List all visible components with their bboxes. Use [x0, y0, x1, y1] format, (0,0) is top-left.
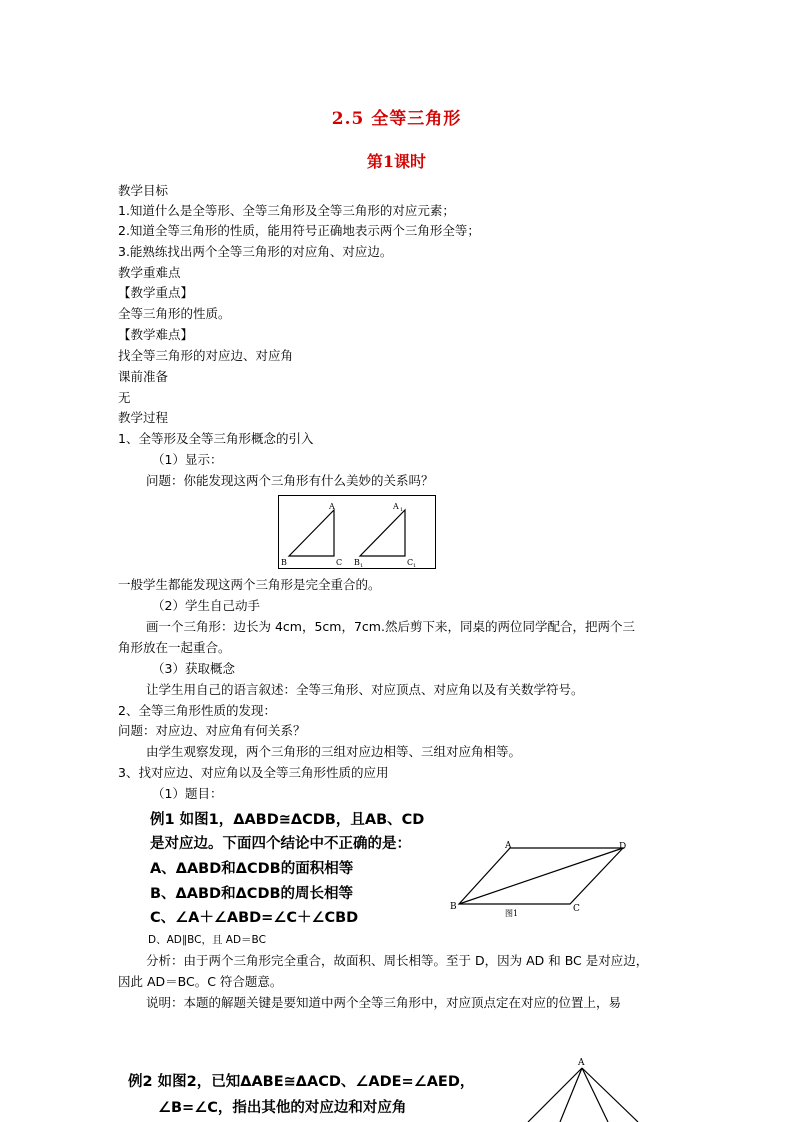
analysis-text-cont: 因此 AD＝BC。C 符合题意。 — [118, 974, 283, 989]
step-1-3-text: 让学生用自己的语言叙述：全等三角形、对应顶点、对应角以及有关数学符号。 — [146, 682, 584, 697]
example1-line2: 是对应边。下面四个结论中不正确的是： — [150, 836, 411, 852]
label-b1-subscript: 1 — [360, 563, 364, 568]
step-1-2-text: 画一个三角形：边长为 4cm，5cm，7cm.然后剪下来，同桌的两位同学配合，把两个三 — [146, 619, 635, 634]
label-c1: C — [407, 558, 414, 567]
congruent-triangles-figure — [278, 495, 436, 569]
explanation-text: 说明：本题的解题关键是要知道中两个全等三角形中，对应顶点定在对应的位置上，易 — [146, 995, 622, 1010]
difficulty-label: 【教学难点】 — [118, 327, 194, 342]
triangle-ade-figure — [520, 1052, 650, 1122]
step-1-heading: 1、全等形及全等三角形概念的引入 — [118, 431, 314, 446]
lesson-subtitle: 第1课时 — [366, 152, 427, 171]
step-2-question: 问题：对应边、对应角有何关系？ — [118, 723, 306, 738]
analysis-text: 分析：由于两个三角形完全重合，故面积、周长相等。至于 D，因为 AD 和 BC 是对应边， — [146, 953, 649, 968]
label-b: B — [450, 902, 457, 912]
label-a: A — [329, 502, 335, 511]
step-2-text: 由学生观察发现，两个三角形的三组对应边相等、三组对应角相等。 — [146, 744, 522, 759]
step-3-heading: 3、找对应边、对应角以及全等三角形性质的应用 — [118, 765, 389, 780]
example1-option-a: A、ΔABD和ΔCDB的面积相等 — [150, 861, 354, 877]
objective-1: 1.知道什么是全等形、全等三角形及全等三角形的对应元素； — [118, 203, 455, 218]
triangle-abc — [289, 510, 334, 556]
example1-option-d: D、AD∥BC，且 AD＝BC — [148, 934, 266, 946]
example2-line2: ∠B=∠C，指出其他的对应边和对应角 — [158, 1100, 407, 1116]
label-d: D — [619, 842, 627, 852]
example1-line1: 例1 如图1，ΔABD≅ΔCDB，且AB、CD — [150, 812, 425, 828]
step-1-observation: 一般学生都能发现这两个三角形是完全重合的。 — [118, 577, 381, 592]
label-b: B — [281, 558, 287, 567]
document-title: 2.5 全等三角形 — [331, 109, 462, 129]
objective-2: 2.知道全等三角形的性质，能用符号正确地表示两个三角形全等； — [118, 223, 480, 238]
section-heading-key-points: 教学重难点 — [118, 265, 181, 280]
preparation-text: 无 — [118, 390, 131, 405]
key-point-label: 【教学重点】 — [118, 285, 194, 300]
step-1-2: （2）学生自己动手 — [152, 598, 260, 613]
triangle-a1b1c1 — [360, 510, 405, 556]
key-point-text: 全等三角形的性质。 — [118, 306, 231, 321]
difficulty-text: 找全等三角形的对应边、对应角 — [118, 348, 294, 363]
label-a: A — [505, 841, 512, 851]
step-1-3: （3）获取概念 — [152, 661, 235, 676]
figure-caption: 图1 — [505, 909, 519, 918]
section-heading-objectives: 教学目标 — [118, 183, 169, 198]
label-a1-subscript: 1 — [400, 507, 404, 513]
parallelogram-figure — [445, 838, 645, 922]
triangles-svg — [279, 496, 435, 568]
step-2-heading: 2、全等三角形性质的发现： — [118, 703, 276, 718]
label-c1-subscript: 1 — [413, 563, 417, 568]
example1-option-c: C、∠A＋∠ABD=∠C＋∠CBD — [150, 910, 359, 926]
side-ae — [582, 1068, 608, 1122]
section-heading-preparation: 课前准备 — [118, 369, 169, 384]
label-b1: B — [354, 558, 360, 567]
side-ad — [560, 1068, 582, 1122]
step-1-2-text-cont: 角形放在一起重合。 — [118, 640, 231, 655]
example1-option-b: B、ΔABD和ΔCDB的周长相等 — [150, 886, 354, 902]
step-1-1: （1）显示： — [152, 452, 223, 467]
example2-line1: 例2 如图2，已知ΔABE≅ΔACD、∠ADE=∠AED， — [128, 1074, 475, 1090]
objective-3: 3.能熟练找出两个全等三角形的对应角、对应边。 — [118, 244, 393, 259]
label-c: C — [336, 558, 343, 567]
side-ab — [528, 1068, 582, 1122]
section-heading-process: 教学过程 — [118, 410, 169, 425]
label-c: C — [573, 904, 580, 914]
diagonal-bd — [459, 848, 623, 904]
step-3-1: （1）题目： — [152, 786, 223, 801]
label-a1: A — [393, 502, 399, 511]
label-a: A — [578, 1058, 585, 1068]
side-ac — [582, 1068, 638, 1122]
step-1-question: 问题：你能发现这两个三角形有什么美妙的关系吗？ — [146, 473, 434, 488]
